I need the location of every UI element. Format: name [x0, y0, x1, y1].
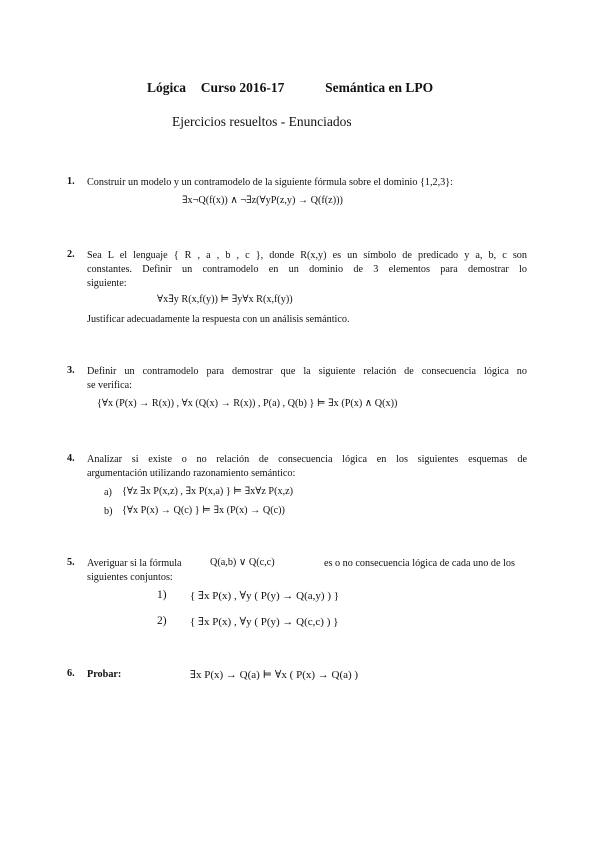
exercise-1-formula: ∃x¬Q(f(x)) ∧ ¬∃z(∀yP(z,y) → Q(f(z))) — [182, 195, 343, 206]
exercise-2-line-4: Justificar adecuadamente la respuesta con un análisis semántico. — [87, 314, 350, 325]
exercise-3-number: 3. — [67, 365, 75, 376]
exercise-5-line-1a: Averiguar si la fórmula — [87, 558, 182, 569]
exercise-4-item-b-label: b) — [104, 506, 113, 517]
exercise-5-target-formula: Q(a,b) ∨ Q(c,c) — [210, 557, 275, 568]
exercise-2-line-2: constantes. Definir un contramodelo en un dominio de 3 elementos para demostrar lo — [87, 264, 527, 275]
exercise-5-set-2: { ∃x P(x) , ∀y ( P(y) → Q(c,c) ) } — [190, 616, 339, 628]
exercise-2-formula: ∀x∃y R(x,f(y)) ⊨ ∃y∀x R(x,f(y)) — [157, 294, 293, 305]
exercise-5-set-2-label: 2) — [157, 615, 167, 627]
exercise-3-line-2: se verifica: — [87, 380, 132, 391]
exercise-4-item-b: {∀x P(x) → Q(c) } ⊨ ∃x (P(x) → Q(c)) — [122, 505, 285, 516]
exercise-4-line-2: argumentación utilizando razonamiento semántico: — [87, 468, 296, 479]
exercise-5-set-1: { ∃x P(x) , ∀y ( P(y) → Q(a,y) ) } — [190, 590, 340, 602]
exercise-4-item-a-label: a) — [104, 487, 112, 498]
exercise-3-formula: {∀x (P(x) → R(x)) , ∀x (Q(x) → R(x)) , P(a) , Q(b) } ⊨ ∃x (P(x) ∧ Q(x)) — [97, 398, 398, 409]
title-course: Curso 2016-17 — [200, 80, 285, 95]
exercise-2-line-3: siguiente: — [87, 278, 127, 289]
exercise-1-number: 1. — [67, 176, 75, 187]
exercise-6-number: 6. — [67, 668, 75, 679]
page-subtitle: Ejercicios resueltos - Enunciados — [172, 114, 352, 129]
exercise-2-line-1: Sea L el lenguaje { R , a , b , c }, donde R(x,y) es un símbolo de predicado y a, b, c son — [87, 250, 527, 261]
exercise-4-number: 4. — [67, 453, 75, 464]
exercise-3-line-1: Definir un contramodelo para demostrar que la siguiente relación de consecuencia lógica no — [87, 366, 527, 377]
exercise-6-label: Probar: — [87, 669, 122, 680]
exercise-6-formula: ∃x P(x) → Q(a) ⊨ ∀x ( P(x) → Q(a) ) — [190, 669, 359, 681]
exercise-4-item-a: {∀z ∃x P(x,z) , ∃x P(x,a) } ⊨ ∃x∀z P(x,z) — [122, 486, 294, 497]
exercise-4-line-1: Analizar si existe o no relación de consecuencia lógica en los siguientes esquemas de — [87, 454, 527, 465]
page-title — [147, 80, 433, 96]
exercise-5-number: 5. — [67, 557, 75, 568]
exercise-1-text: Construir un modelo y un contramodelo de la siguiente fórmula sobre el dominio {1,2,3}: — [87, 177, 453, 188]
exercise-5-line-1b: es o no consecuencia lógica de cada uno de los — [324, 558, 515, 569]
exercise-2-number: 2. — [67, 249, 75, 260]
title-logica: Lógica — [147, 80, 186, 95]
exercise-5-line-2: siguientes conjuntos: — [87, 572, 173, 583]
title-topic: Semántica en LPO — [325, 80, 434, 95]
exercise-5-set-1-label: 1) — [157, 589, 167, 601]
